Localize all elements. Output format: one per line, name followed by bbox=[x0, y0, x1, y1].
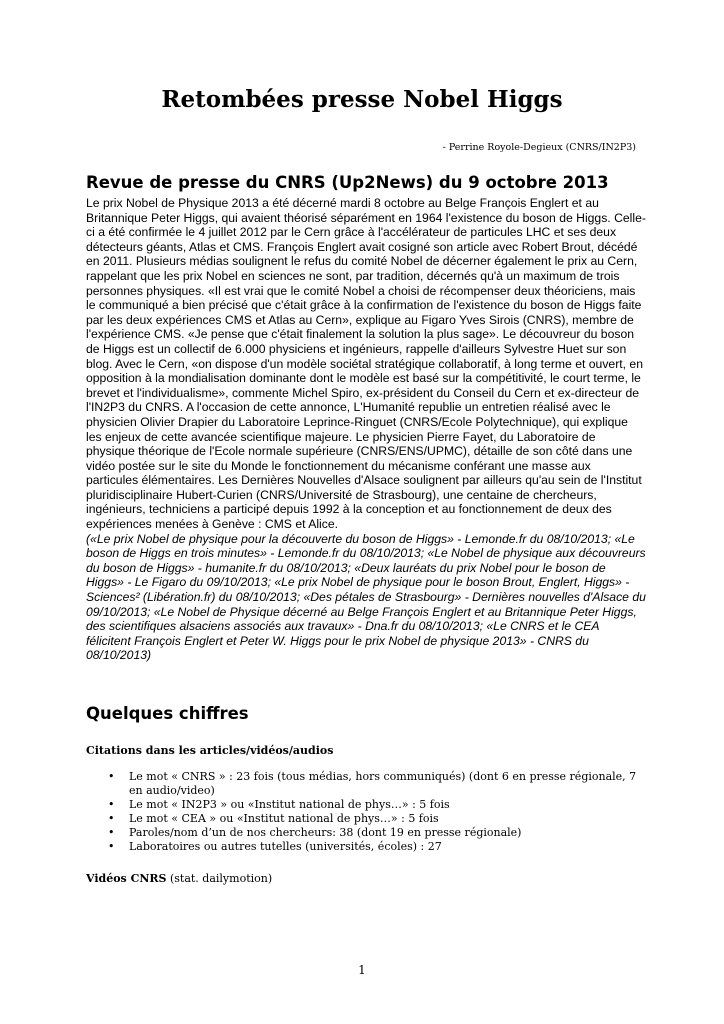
list-item-text: Le mot « CNRS » : 23 fois (tous médias, hors communiqués) (dont 6 en presse régionale, 7 en audio/video) bbox=[129, 770, 637, 797]
list-item bbox=[86, 812, 646, 826]
list-item-text: Paroles/nom d’un de nos chercheurs: 38 (dont 19 en presse régionale) bbox=[129, 826, 522, 839]
bullet-icon: • bbox=[108, 770, 115, 783]
press-review-body: Le prix Nobel de Physique 2013 a été décerné mardi 8 octobre au Belge François Englert et au Britannique Peter Higgs, qui avaient théorisé séparément en 1964 l'existence du boson de Higgs. Celle-ci a été confirmée le 4 juillet 2012 par le Cern grâce à l'accélérateur de particules LHC et ses deux détecteurs géants, Atlas et CMS. François Englert avait cosigné son article avec Robert Brout, décédé en 2011. Plusieurs médias soulignent le refus du comité Nobel de décerner également le prix au Cern, rappelant que les prix Nobel en sciences ne sont, par tradition, décernés qu'à un maximum de trois personnes physiques. «Il est vrai que le comité Nobel a choisi de récompenser deux théoriciens, mais le communiqué a bien précisé que c'était grâce à la confirmation de l'existence du boson de Higgs faite par les deux expériences CMS et Atlas au Cern», explique au Figaro Yves Sirois (CNRS), membre de l'expérience CMS. «Je pense que c'était finalement la solution la plus sage». Le découvreur du boson de Higgs est un collectif de 6.000 physiciens et ingénieurs, rappelle d'ailleurs Sylvestre Huet sur son blog. Avec le Cern, «on dispose d'un modèle sociétal stratégique collaboratif, à long terme et ouvert, en opposition à la mondialisation dominante dont le modèle est basé sur la compétitivité, le court terme, le brevet et l'individualisme», commente Michel Spiro, ex-président du Conseil du Cern et ex-directeur de l'IN2P3 du CNRS. A l'occasion de cette annonce, L'Humanité republie un entretien réalisé avec le physicien Olivier Drapier du Laboratoire Leprince-Ringuet (CNRS/Ecole Polytechnique), qui explique les enjeux de cette avancée scientifique majeure. Le physicien Pierre Fayet, du Laboratoire de physique théorique de l'Ecole normale supérieure (CNRS/ENS/UPMC), détaille de son côté dans une vidéo postée sur le site du Monde le fonctionnement du mécanisme conférant une masse aux particules élémentaires. Les Dernières Nouvelles d'Alsace soulignent par ailleurs qu'au sein de l'Institut pluridisciplinaire Hubert-Curien (CNRS/Université de Strasbourg), une centaine de chercheurs, ingénieurs, techniciens a participé depuis 1992 à la conception et au fonctionnement de deux des expériences menées à Genève : CMS et Alice. bbox=[86, 196, 646, 532]
author-line: - Perrine Royole-Degieux (CNRS/IN2P3) bbox=[442, 142, 636, 153]
press-review-heading: Revue de presse du CNRS (Up2News) du 9 octobre 2013 bbox=[86, 173, 609, 192]
videos-heading-bold: Vidéos CNRS bbox=[86, 872, 167, 885]
citation-stats-list bbox=[86, 770, 646, 854]
videos-heading-rest: (stat. dailymotion) bbox=[166, 872, 273, 885]
list-item bbox=[86, 840, 646, 854]
bullet-icon: • bbox=[108, 826, 115, 839]
list-item bbox=[86, 770, 646, 798]
figures-heading: Quelques chiffres bbox=[86, 704, 249, 723]
list-item-text: Le mot « IN2P3 » ou «Institut national de phys…» : 5 fois bbox=[129, 798, 450, 811]
bullet-icon: • bbox=[108, 798, 115, 811]
videos-heading bbox=[86, 872, 272, 885]
bullet-icon: • bbox=[108, 812, 115, 825]
citations-heading-text: Citations dans les articles/vidéos/audios bbox=[86, 744, 334, 757]
list-item-text: Laboratoires ou autres tutelles (universités, écoles) : 27 bbox=[129, 840, 442, 853]
list-item bbox=[86, 826, 646, 840]
bullet-icon: • bbox=[108, 840, 115, 853]
list-item bbox=[86, 798, 646, 812]
citations-heading bbox=[86, 744, 333, 757]
press-review-article bbox=[86, 196, 646, 663]
document-title: Retombées presse Nobel Higgs bbox=[161, 86, 563, 113]
page-number: 1 bbox=[358, 963, 366, 977]
list-item-text: Le mot « CEA » ou «Institut national de phys…» : 5 fois bbox=[129, 812, 439, 825]
press-references: («Le prix Nobel de physique pour la découverte du boson de Higgs» - Lemonde.fr du 08/10/2013; «Le boson de Higgs en trois minutes» - Lemonde.fr du 08/10/2013; «Le Nobel de physique aux découvreurs du boson de Higgs» - humanite.fr du 08/10/2013; «Deux lauréats du prix Nobel pour le boson de Higgs» - Le Figaro du 09/10/2013; «Le prix Nobel de physique pour le boson Brout, Englert, Higgs» - Sciences² (Libération.fr) du 08/10/2013; «Des pétales de Strasbourg» - Dernières nouvelles d'Alsace du 09/10/2013; «Le Nobel de Physique décerné au Belge François Englert et au Britannique Peter Higgs, des scientifiques alsaciens associés aux travaux» - Dna.fr du 08/10/2013; «Le CNRS et le CEA félicitent François Englert et Peter W. Higgs pour le prix Nobel de physique 2013» - CNRS du 08/10/2013) bbox=[86, 531, 646, 663]
